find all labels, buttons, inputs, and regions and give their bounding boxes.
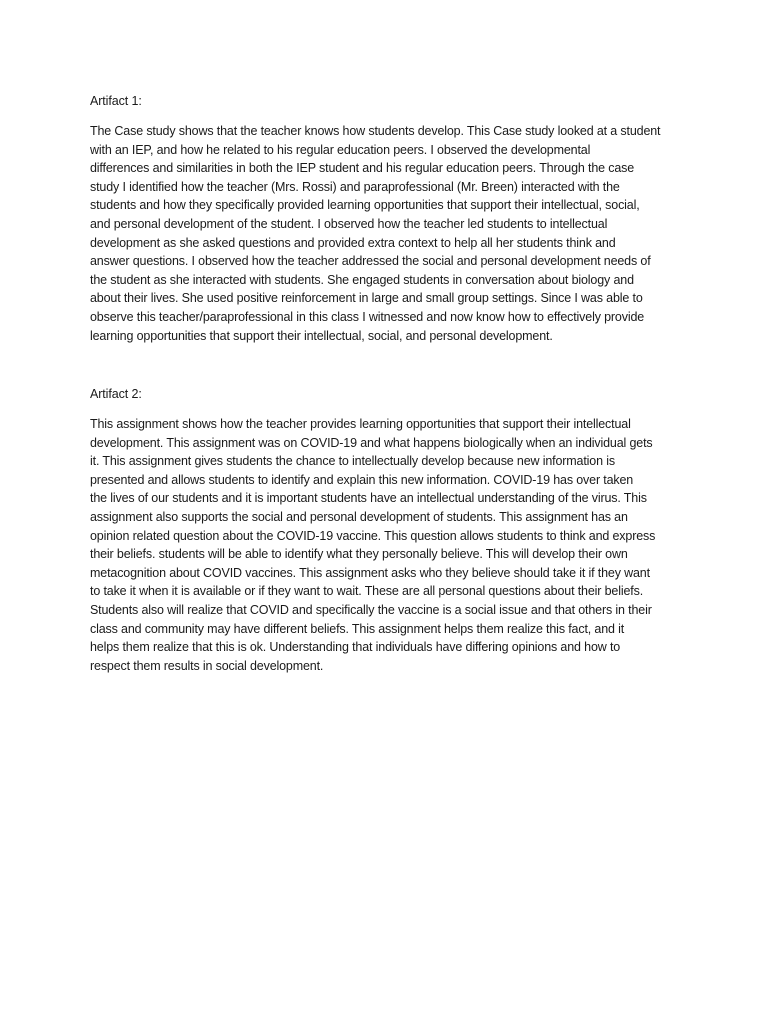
- artifact-1-heading: Artifact 1:: [90, 94, 142, 108]
- paragraph-line: with an IEP, and how he related to his regular education peers. I observed the developmental: [90, 142, 591, 157]
- paragraph-line: answer questions. I observed how the teacher addressed the social and personal development needs of: [90, 254, 651, 269]
- artifact-2-paragraph: [90, 415, 690, 675]
- artifact-2-heading: Artifact 2:: [90, 387, 142, 401]
- paragraph-line: metacognition about COVID vaccines. This assignment asks who they believe should take it if they want: [90, 565, 650, 580]
- paragraph-line: study I identified how the teacher (Mrs. Rossi) and paraprofessional (Mr. Breen) interacted with the: [90, 179, 620, 194]
- paragraph-line: class and community may have different beliefs. This assignment helps them realize this fact, and it: [90, 621, 625, 636]
- paragraph-line: the student as she interacted with students. She engaged students in conversation about biology and: [90, 272, 634, 287]
- paragraph-line: The Case study shows that the teacher knows how students develop. This Case study looked at a student: [90, 124, 661, 138]
- paragraph-line: about their lives. She used positive reinforcement in large and small group settings. Since I was able to: [90, 291, 643, 306]
- paragraph-line: it. This assignment gives students the chance to intellectually develop because new information is: [90, 454, 615, 469]
- paragraph-line: This assignment shows how the teacher provides learning opportunities that support their intellectual: [90, 417, 631, 431]
- paragraph-line: and personal development of the student. I observed how the teacher led students to intellectual: [90, 216, 608, 231]
- paragraph-line: observe this teacher/paraprofessional in this class I witnessed and now know how to effectively provide: [90, 309, 645, 324]
- artifact-1-paragraph: [90, 122, 690, 345]
- paragraph-line: the lives of our students and it is important students have an intellectual understanding of the virus. This: [90, 491, 647, 506]
- paragraph-line: development as she asked questions and provided extra context to help all her students think and: [90, 235, 616, 250]
- paragraph-line: students and how they specifically provided learning opportunities that support their intellectual, social,: [90, 198, 640, 213]
- paragraph-line: their beliefs. students will be able to identify what they personally believe. This will develop their own: [90, 547, 628, 562]
- paragraph-line: to take it when it is available or if they want to wait. These are all personal questions about their beliefs.: [90, 584, 644, 599]
- paragraph-line: learning opportunities that support their intellectual, social, and personal development.: [90, 328, 553, 343]
- paragraph-line: respect them results in social development.: [90, 658, 324, 673]
- paragraph-line: Students also will realize that COVID and specifically the vaccine is a social issue and that others in their: [90, 602, 652, 617]
- paragraph-line: assignment also supports the social and personal development of students. This assignment has an: [90, 509, 628, 524]
- paragraph-line: development. This assignment was on COVID-19 and what happens biologically when an individual gets: [90, 435, 653, 450]
- paragraph-line: opinion related question about the COVID-19 vaccine. This question allows students to think and express: [90, 528, 656, 543]
- paragraph-line: presented and allows students to identify and explain this new information. COVID-19 has over taken: [90, 472, 634, 487]
- paragraph-line: helps them realize that this is ok. Understanding that individuals have differing opinions and how to: [90, 640, 621, 655]
- paragraph-line: differences and similarities in both the IEP student and his regular education peers. Through the case: [90, 161, 635, 176]
